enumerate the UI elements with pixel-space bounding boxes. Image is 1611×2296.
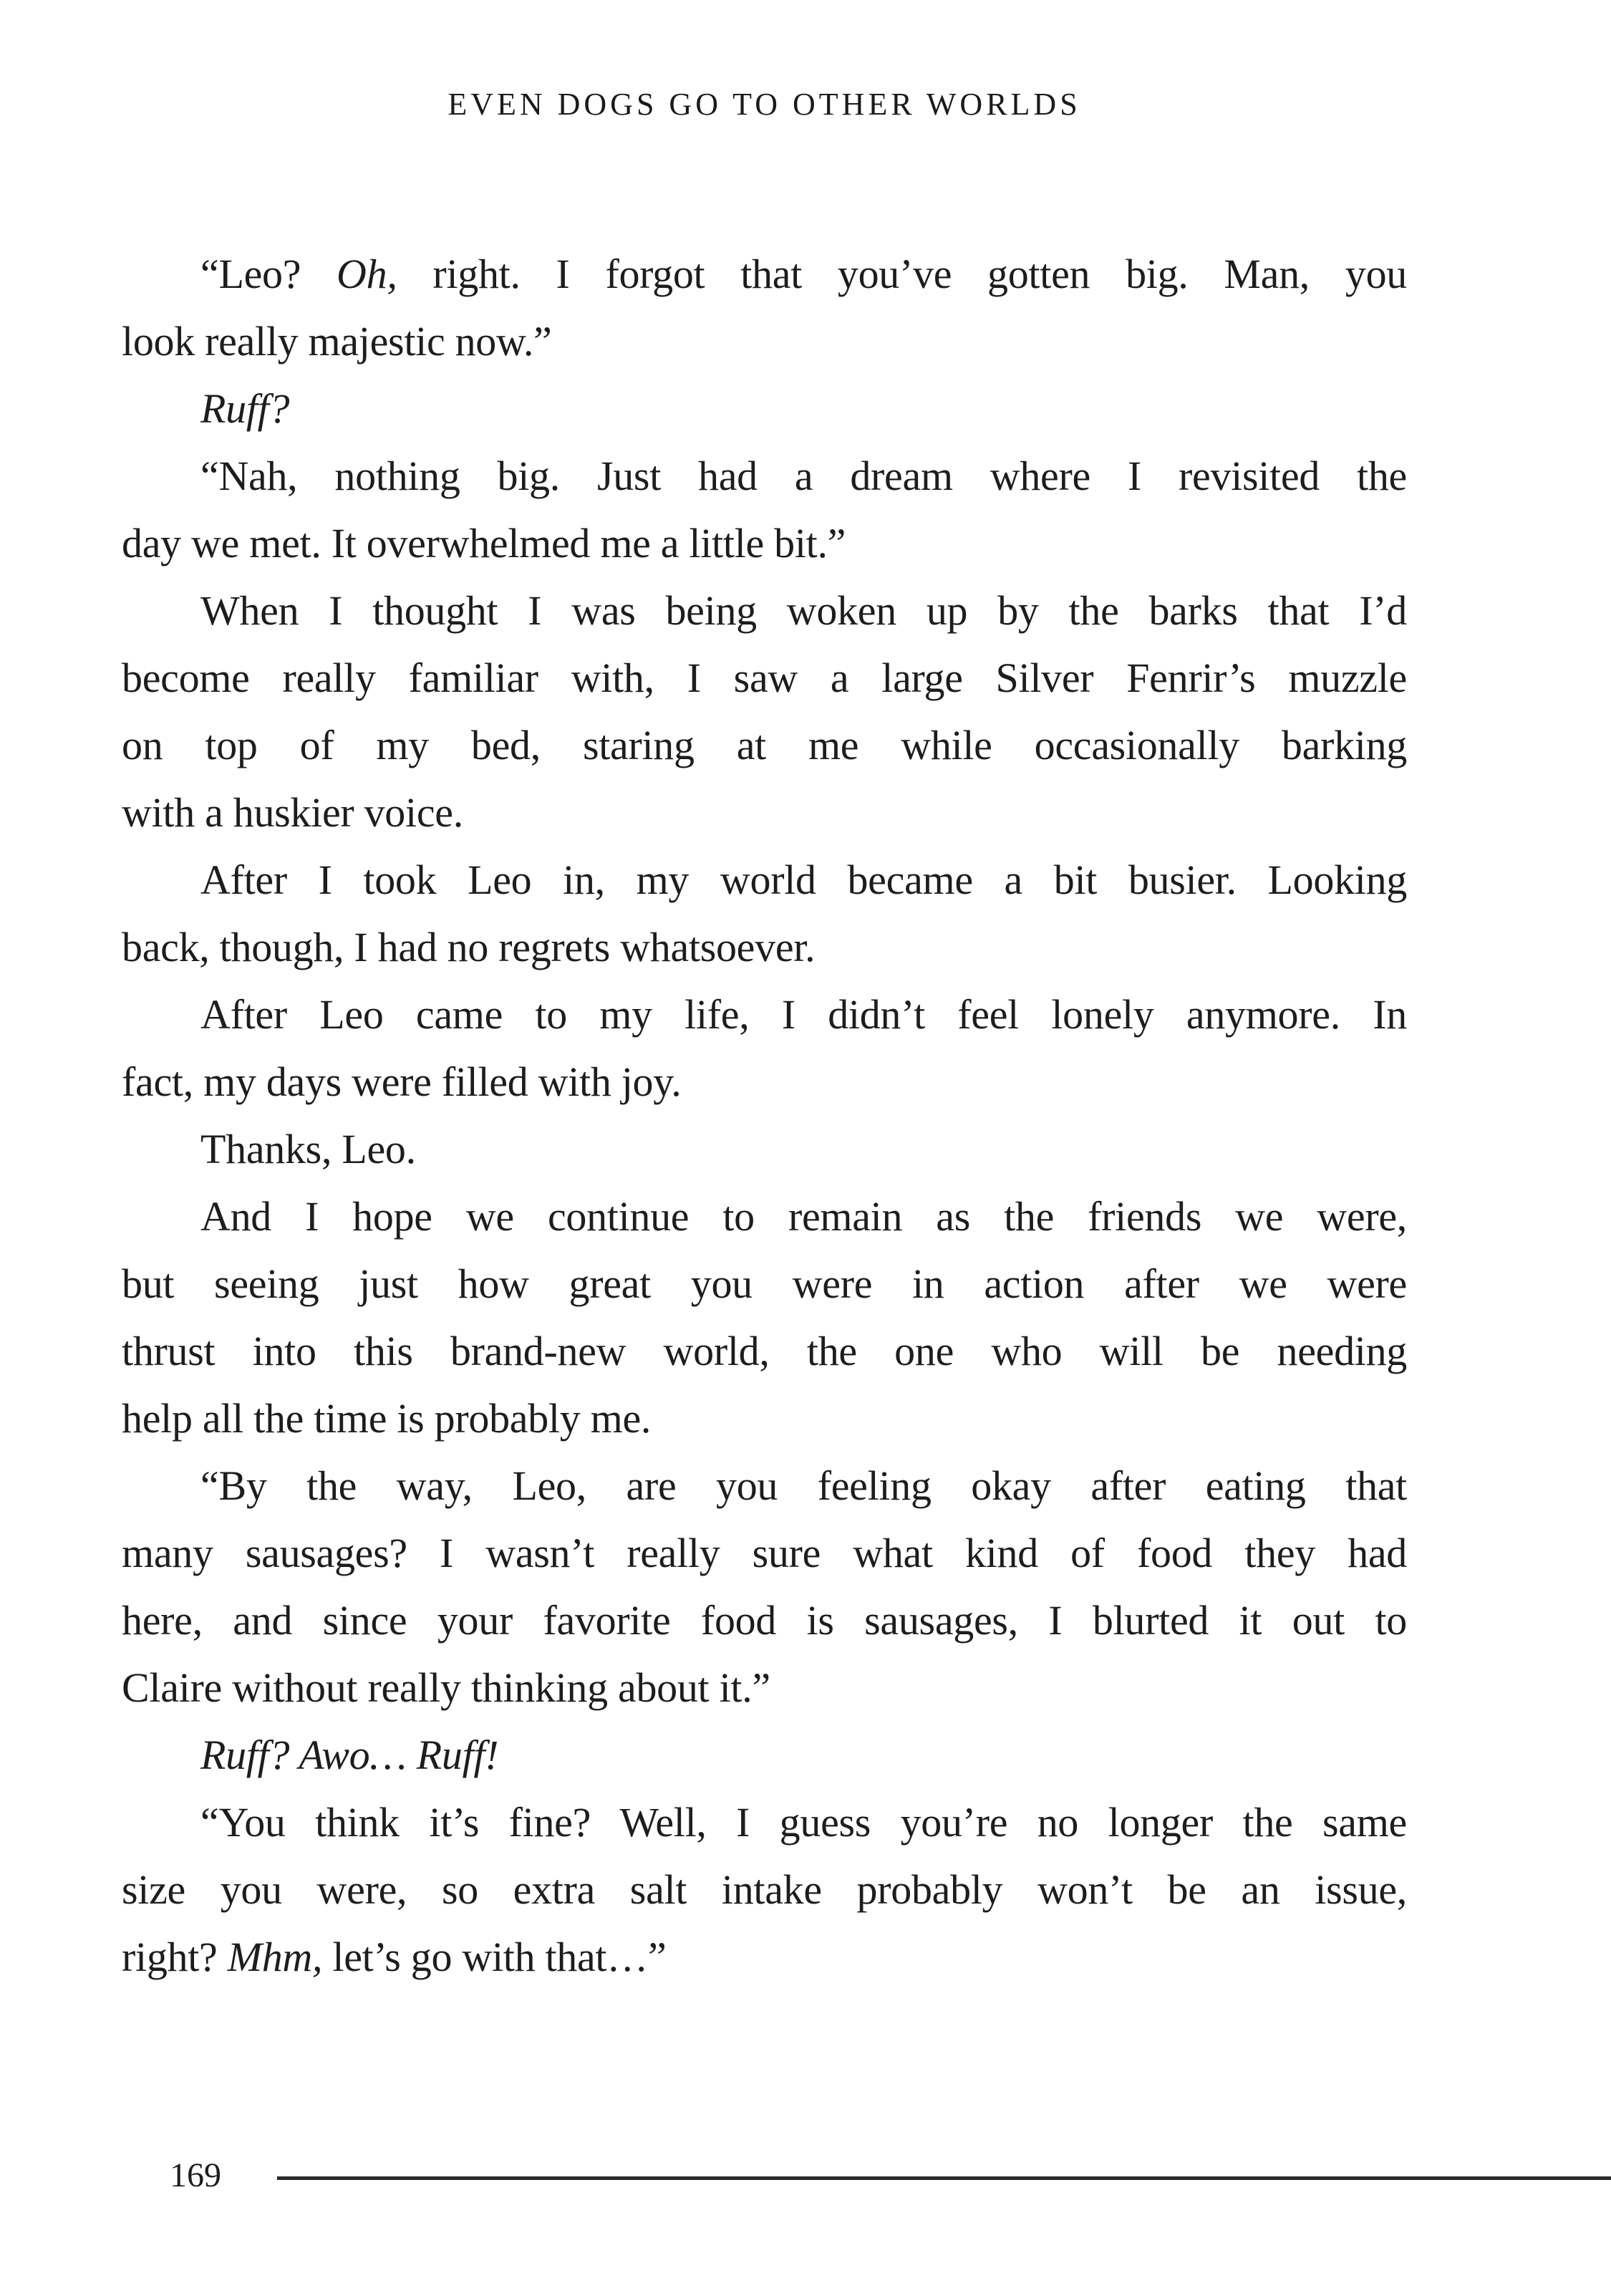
running-header: EVEN DOGS GO TO OTHER WORLDS bbox=[448, 87, 1081, 122]
text-segment: “You think it’s fine? Well, I guess you’re no longer the same bbox=[200, 1799, 1407, 1846]
text-segment: right. I forgot that you’ve gotten big. Man, you bbox=[397, 251, 1407, 297]
body-text bbox=[122, 241, 1407, 1991]
text-line bbox=[122, 1116, 1407, 1183]
text-segment: fact, my days were filled with joy. bbox=[122, 1058, 682, 1105]
text-line bbox=[122, 1048, 1407, 1116]
text-line bbox=[122, 1183, 1407, 1250]
text-segment: “By the way, Leo, are you feeling okay after eating that bbox=[200, 1462, 1407, 1509]
text-line bbox=[122, 443, 1407, 510]
text-line bbox=[122, 308, 1407, 375]
text-line bbox=[122, 712, 1407, 779]
footer-rule bbox=[277, 2176, 1611, 2180]
italic-text-segment: Ruff? Awo… Ruff! bbox=[200, 1732, 499, 1778]
text-segment: here, and since your favorite food is sausages, I blurted it out to bbox=[122, 1597, 1407, 1644]
text-line bbox=[122, 1250, 1407, 1318]
text-line bbox=[122, 510, 1407, 577]
text-segment: And I hope we continue to remain as the friends we were, bbox=[200, 1193, 1407, 1240]
text-line bbox=[122, 241, 1407, 308]
text-line bbox=[122, 1856, 1407, 1924]
text-segment: “Nah, nothing big. Just had a dream where I revisited the bbox=[200, 453, 1407, 499]
text-line bbox=[122, 1789, 1407, 1856]
text-line bbox=[122, 645, 1407, 712]
text-segment: become really familiar with, I saw a large Silver Fenrir’s muzzle bbox=[122, 655, 1407, 701]
text-segment: look really majestic now.” bbox=[122, 318, 552, 365]
text-segment: let’s go with that…” bbox=[322, 1934, 667, 1980]
text-segment: on top of my bed, staring at me while occasionally barking bbox=[122, 722, 1407, 768]
italic-text-segment: Ruff? bbox=[200, 385, 290, 432]
text-line bbox=[122, 1722, 1407, 1789]
text-line bbox=[122, 1318, 1407, 1385]
text-segment: After I took Leo in, my world became a bit busier. Looking bbox=[200, 857, 1407, 903]
text-segment: day we met. It overwhelmed me a little bit.” bbox=[122, 520, 846, 566]
text-line bbox=[122, 375, 1407, 443]
text-line bbox=[122, 1924, 1407, 1991]
text-segment: thrust into this brand-new world, the one who will be needing bbox=[122, 1328, 1407, 1374]
text-segment: right? bbox=[122, 1934, 228, 1980]
page-number: 169 bbox=[170, 2156, 221, 2194]
text-segment: but seeing just how great you were in action after we were bbox=[122, 1260, 1407, 1307]
italic-text-segment: Mhm, bbox=[227, 1934, 323, 1980]
text-line bbox=[122, 914, 1407, 981]
text-segment: Claire without really thinking about it.” bbox=[122, 1664, 770, 1711]
text-segment: After Leo came to my life, I didn’t feel lonely anymore. In bbox=[200, 991, 1407, 1038]
text-line bbox=[122, 1654, 1407, 1722]
text-segment: Thanks, Leo. bbox=[200, 1126, 416, 1172]
text-line bbox=[122, 1385, 1407, 1452]
text-line bbox=[122, 1520, 1407, 1587]
text-segment: back, though, I had no regrets whatsoever. bbox=[122, 924, 816, 970]
text-segment: help all the time is probably me. bbox=[122, 1395, 652, 1442]
text-segment: size you were, so extra salt intake probably won’t be an issue, bbox=[122, 1866, 1407, 1913]
text-segment: When I thought I was being woken up by the barks that I’d bbox=[200, 587, 1407, 634]
text-segment: many sausages? I wasn’t really sure what kind of food they had bbox=[122, 1530, 1407, 1576]
text-line bbox=[122, 846, 1407, 914]
text-line bbox=[122, 1587, 1407, 1654]
text-line bbox=[122, 779, 1407, 846]
italic-text-segment: Oh, bbox=[337, 251, 397, 297]
text-line bbox=[122, 981, 1407, 1048]
text-segment: “Leo? bbox=[200, 251, 337, 297]
text-line bbox=[122, 577, 1407, 645]
text-line bbox=[122, 1452, 1407, 1520]
text-segment: with a huskier voice. bbox=[122, 789, 463, 836]
